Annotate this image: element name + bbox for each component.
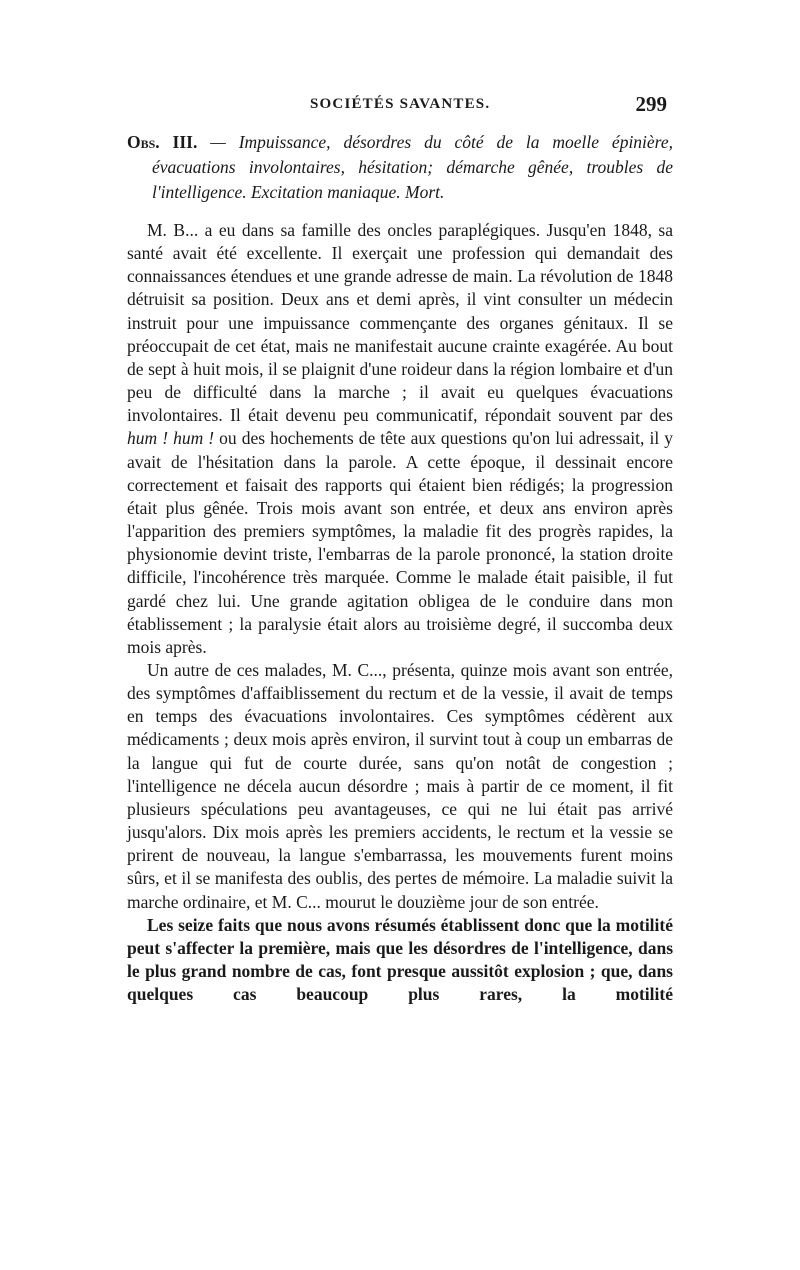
paragraph-case-b-part-1: M. B... a eu dans sa famille des oncles paraplégiques. Jusqu'en 1848, sa santé avait été excellente. Il exerçait une profession qui demandait des connaissances étendues et une grande adresse de main. La révolution de 1848 détruisit sa position. Deux ans et demi après, il vint consulter un médecin instruit pour une impuissance commençante des organes génitaux. Il se préoccupait de cet état, mais ne manifestait aucune crainte exagérée. Au bout de sept à huit mois, il se plaignit d'une roideur dans la région lombaire et d'un peu de difficulté dans la marche ; il avait eu quelques évacuations involontaires. Il était devenu peu communicatif, répondait souvent par des	[127, 220, 673, 426]
observation-heading	[127, 130, 673, 205]
paragraph-case-c: Un autre de ces malades, M. C..., présenta, quinze mois avant son entrée, des symptômes d'affaiblissement du rectum et de la vessie, il avait de temps en temps des évacuations involontaires. Ces symptômes cédèrent aux médicaments ; deux mois après environ, il survint tout à coup un embarras de la langue qui fut de courte durée, sans qu'on notât de congestion ; l'intelligence ne décela aucun désordre ; mais à partir de ce moment, il fit plusieurs spéculations peu avantageuses, ce qui ne lui était pas arrivé jusqu'alors. Dix mois après les premiers accidents, le rectum et la vessie se prirent de nouveau, la langue s'embarrassa, les mouvements furent moins sûrs, et il se manifesta des oublis, des pertes de mémoire. La maladie suivit la marche ordinaire, et M. C... mourut le douzième jour de son entrée.	[127, 659, 673, 912]
running-header	[127, 92, 673, 126]
observation-title: Impuissance, désordres du côté de la moelle épinière, évacuations involontaires, hésitation; démarche gênée, troubles de l'intelligence. Excitation maniaque. Mort.	[152, 132, 673, 202]
observation-label: Obs. III.	[127, 132, 198, 152]
observation-dash: —	[197, 132, 239, 152]
running-title: SOCIÉTÉS SAVANTES.	[310, 96, 491, 112]
paragraph-case-b	[127, 219, 673, 659]
page-number: 299	[635, 92, 667, 116]
paragraph-case-b-part-2: ou des hochements de tête aux questions qu'on lui adressait, il y avait de l'hésitation dans la parole. A cette époque, il dessinait encore correctement et faisait des rapports qui étaient bien rédigés; la progression était plus gênée. Trois mois avant son entrée, et deux ans environ après l'apparition des premiers symptômes, la maladie fit des progrès rapides, la physionomie devint triste, l'embarras de la parole prononcé, la station droite difficile, l'incohérence très marquée. Comme le malade était paisible, il fut gardé chez lui. Une grande agitation obligea de le conduire dans mon établissement ; la paralysie était alors au troisième degré, il succomba deux mois après.	[127, 428, 673, 657]
paragraph-conclusion: Les seize faits que nous avons résumés établissent donc que la motilité peut s'affecter la première, mais que les désordres de l'intelligence, dans le plus grand nombre de cas, font presque aussitôt explosion ; que, dans quelques cas beaucoup plus rares, la motilité	[127, 914, 673, 1005]
book-page	[127, 92, 673, 1006]
paragraph-case-b-hum: hum ! hum !	[127, 428, 215, 449]
